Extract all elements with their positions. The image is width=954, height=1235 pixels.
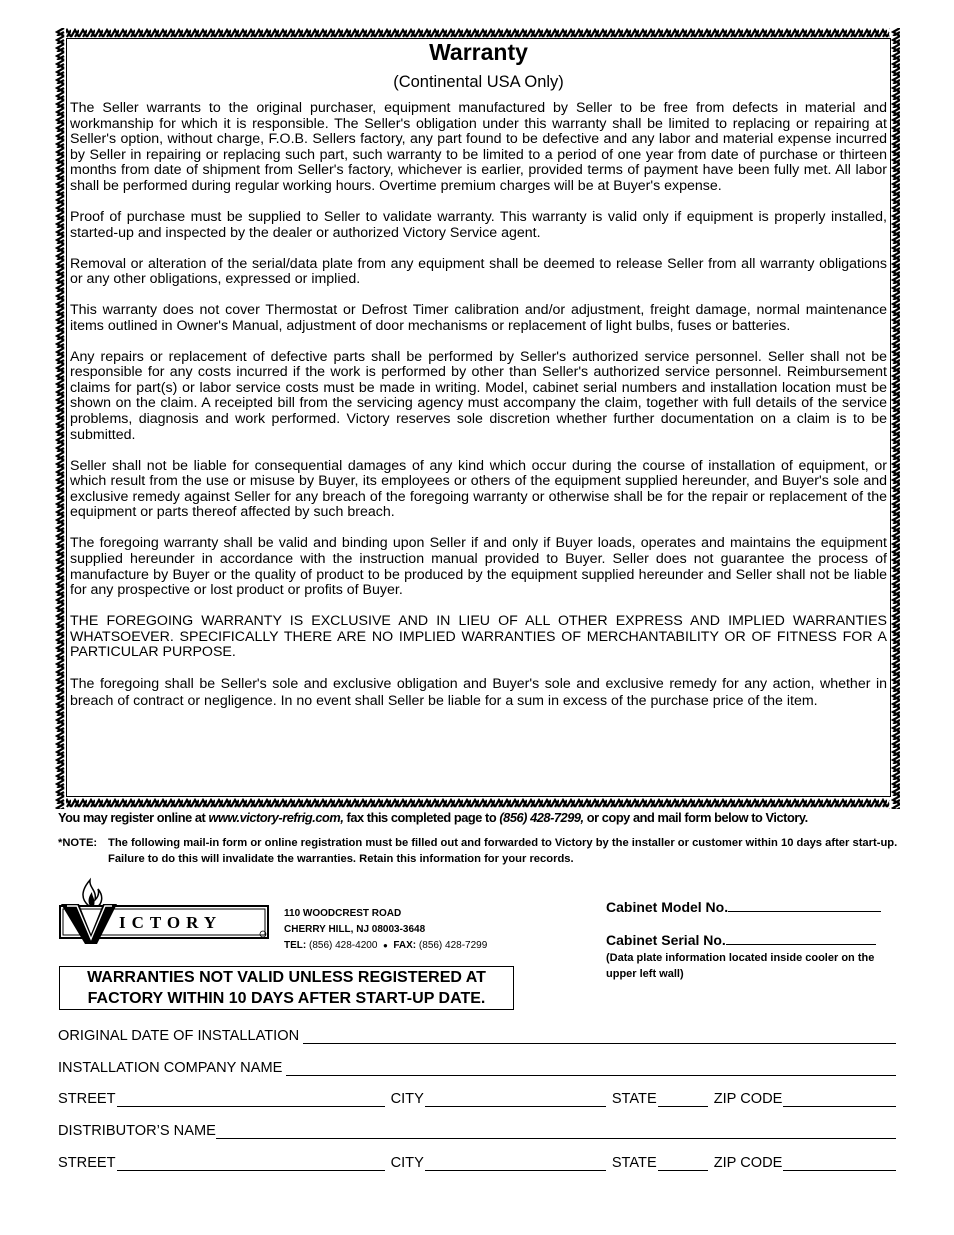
zip-label: ZIP CODE bbox=[713, 1155, 783, 1171]
website-link[interactable]: www.victory-refrig.com, bbox=[208, 810, 344, 825]
cabinet-serial-line[interactable] bbox=[726, 929, 876, 945]
state-label: STATE bbox=[611, 1091, 657, 1107]
fax-number: (856) 428-7299, bbox=[499, 810, 584, 825]
street-field[interactable] bbox=[117, 1156, 385, 1171]
warranty-body bbox=[70, 101, 887, 726]
address-phone-line bbox=[284, 938, 487, 954]
warranty-paragraph: THE FOREGOING WARRANTY IS EXCLUSIVE AND IN LIEU OF ALL OTHER EXPRESS AND IMPLIED WARRANTIES WHATSOEVER. SPECIFICALLY THERE ARE NO IMPLIED WARRANTIES OF MERCHANTABILITY OR OF FITNESS FOR A PARTICULAR PURPOSE. bbox=[70, 613, 887, 661]
zip-label: ZIP CODE bbox=[713, 1091, 783, 1107]
warranty-paragraph: The foregoing shall be Seller's sole and exclusive obligation and Buyer's sole and exclusive remedy for any action, whether in breach of contract or negligence. In no event shall Seller be liable for a sum in excess of the purchase price of the item. bbox=[70, 676, 887, 710]
register-prefix: You may register online at bbox=[58, 810, 209, 825]
warranty-title: Warranty bbox=[429, 39, 528, 65]
company-address-row bbox=[58, 1087, 896, 1107]
warranty-paragraph: Removal or alteration of the serial/data plate from any equipment shall be deemed to release Seller from all warranty obligations or any other obligations, expressed or implied. bbox=[70, 255, 887, 288]
street-field[interactable] bbox=[117, 1092, 385, 1107]
logo-wordmark: ICTORY bbox=[119, 913, 223, 932]
install-company-field[interactable] bbox=[286, 1061, 896, 1076]
data-plate-note: (Data plate information located inside cooler on the upper left wall) bbox=[606, 952, 875, 980]
cabinet-model-line[interactable] bbox=[728, 896, 881, 912]
victory-logo bbox=[57, 876, 271, 946]
cabinet-model-label: Cabinet Model No. bbox=[606, 899, 729, 915]
address-street: 110 WOODCREST ROAD bbox=[284, 908, 402, 919]
warranty-paragraph: This warranty does not cover Thermostat or Defrost Timer calibration and/or adjustment, freight damage, normal maintenance items outlined in Owner's Manual, adjustment of door mechanisms or replacement of light bulbs, fuses or batteries. bbox=[70, 302, 887, 334]
state-field[interactable] bbox=[658, 1156, 708, 1171]
warranty-paragraph: Proof of purchase must be supplied to Seller to validate warranty. This warranty is valid only if equipment is properly installed, started-up and inspected by the dealer or authorized Victory Service agent. bbox=[70, 208, 887, 241]
cabinet-serial-label: Cabinet Serial No. bbox=[606, 932, 726, 948]
fax-number-address: (856) 428-7299 bbox=[418, 940, 488, 951]
state-label: STATE bbox=[611, 1155, 657, 1171]
fax-label: FAX: bbox=[393, 940, 417, 951]
install-date-row bbox=[58, 1024, 896, 1044]
city-field[interactable] bbox=[425, 1092, 606, 1107]
city-field[interactable] bbox=[425, 1156, 606, 1171]
warranty-paragraph: The Seller warrants to the original purchaser, equipment manufactured by Seller to be free from defects in material and workmanship for which it is responsible. The Seller's obligation under this warranty shall be limited to replacing or repairing at Seller's option, without charge, F.O.B. Sellers factory, any part found to be defective and any labor and material expense incurred by Seller in repairing or replacing such part, such warranty to be limited to a period of one year from date of purchase or thirteen months from date of shipment from Seller's factory, whichever is earlier, provided terms of payment have been fully met. All labor shall be performed during regular working hours. Overtime premium charges will be at Buyer's expense. bbox=[70, 100, 887, 194]
city-label: CITY bbox=[390, 1155, 424, 1171]
distributor-row bbox=[58, 1119, 896, 1139]
bullet-icon: ● bbox=[382, 941, 388, 950]
warranty-paragraph: Any repairs or replacement of defective parts shall be performed by Seller's authorized service personnel. Seller shall not be responsible for any costs incurred if the work is performed by other than Seller's authorized service personnel. Reimbursement claims for part(s) or labor service costs must be made in writing. Model, cabinet serial numbers and installation location must be shown on the claim. A receipted bill from the servicing agency must accompany the claim, together with full details of the service problems, diagnosis and work performed. Victory reserves sole discretion whether further documentation on a claim is to be submitted. bbox=[70, 348, 887, 443]
install-date-field[interactable] bbox=[303, 1029, 896, 1044]
registration-note bbox=[58, 836, 903, 867]
distributor-field[interactable] bbox=[216, 1124, 896, 1139]
tel-number: (856) 428-4200 bbox=[309, 940, 378, 951]
warning-line: FACTORY WITHIN 10 DAYS AFTER START-UP DATE. bbox=[87, 990, 486, 1007]
cabinet-model-field[interactable] bbox=[606, 896, 881, 915]
register-middle: fax this completed page to bbox=[343, 810, 500, 825]
warning-line: WARRANTIES NOT VALID UNLESS REGISTERED AT bbox=[87, 969, 486, 986]
warranty-warning-box bbox=[59, 966, 514, 1010]
install-company-row bbox=[58, 1056, 896, 1076]
registration-line bbox=[58, 810, 908, 825]
warranty-paragraph: Seller shall not be liable for consequential damages of any kind which occur during the course of installation of equipment, or which result from the use or misuse by Buyer, its employees or others of the equipment supplied hereunder, and Buyer's sole and exclusive remedy against Seller for any breach of the foregoing warranty or otherwise shall be for the repair or replacement of the equipment or parts thereof affected by such breach. bbox=[70, 457, 887, 521]
street-label: STREET bbox=[58, 1155, 116, 1171]
zip-field[interactable] bbox=[783, 1092, 896, 1107]
note-text: The following mail-in form or online registration must be filled out and forwarded to Victory by the installer or customer within 10 days after start-up. Failure to do this will invalidate the warranties. Retain this information for your records. bbox=[108, 837, 898, 865]
distributor-address-row bbox=[58, 1151, 896, 1171]
city-label: CITY bbox=[390, 1091, 424, 1107]
street-label: STREET bbox=[58, 1091, 116, 1107]
warranty-box bbox=[66, 38, 891, 797]
state-field[interactable] bbox=[658, 1092, 708, 1107]
cabinet-serial-field[interactable] bbox=[606, 929, 876, 948]
note-label: *NOTE: bbox=[58, 837, 98, 849]
warranty-paragraph: The foregoing warranty shall be valid and binding upon Seller if and only if Buyer loads, operates and maintains the equipment supplied hereunder in accordance with the instruction manual provided to Buyer. Seller does not guarantee the process of manufacture by Buyer or the quality of product to be produced by the equipment supplied hereunder and Seller shall not be liable for any prospective or lost product or profits of Buyer. bbox=[70, 535, 887, 599]
warranty-subtitle: (Continental USA Only) bbox=[393, 73, 564, 91]
company-address bbox=[284, 906, 487, 954]
zip-field[interactable] bbox=[783, 1156, 896, 1171]
flame-icon bbox=[83, 880, 102, 907]
register-suffix: or copy and mail form below to Victory. bbox=[583, 810, 808, 825]
tel-label: TEL: bbox=[284, 940, 307, 951]
address-city: CHERRY HILL, NJ 08003-3648 bbox=[284, 924, 426, 935]
install-date-label: ORIGINAL DATE OF INSTALLATION bbox=[58, 1028, 300, 1044]
install-company-label: INSTALLATION COMPANY NAME bbox=[58, 1060, 283, 1076]
distributor-label: DISTRIBUTOR’S NAME bbox=[58, 1123, 216, 1139]
